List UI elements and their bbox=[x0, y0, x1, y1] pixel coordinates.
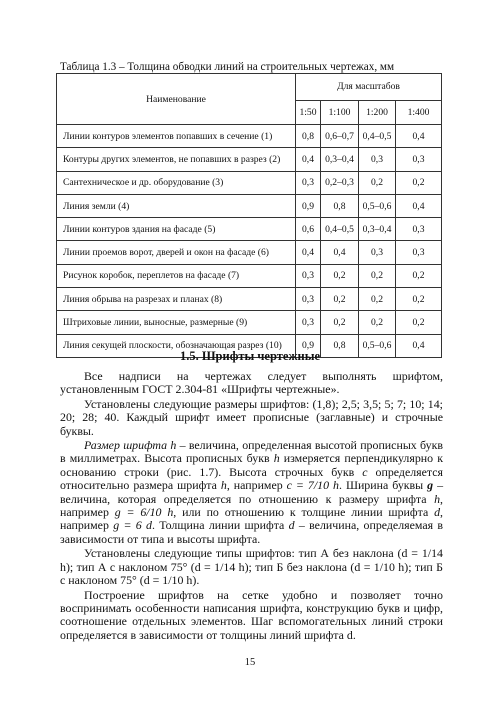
thickness-cell: 0,3 bbox=[296, 288, 321, 311]
table-row bbox=[57, 125, 442, 148]
line-type-cell: Линии контуров элементов попавших в сечение (1) bbox=[57, 125, 296, 148]
scale-header: 1:100 bbox=[321, 100, 359, 124]
line-type-cell: Контуры других элементов, не попавших в разрез (2) bbox=[57, 148, 296, 171]
thickness-cell: 0,2–0,3 bbox=[321, 171, 359, 194]
name-column-header: Наименование bbox=[57, 74, 296, 125]
thickness-cell: 0,2 bbox=[396, 311, 442, 334]
paragraph: Все надписи на чертежах следует выполнять шрифтом, установленным ГОСТ 2.304-81 «Шрифты чертежные». bbox=[60, 369, 443, 397]
line-type-cell: Штриховые линии, выносные, размерные (9) bbox=[57, 311, 296, 334]
table-row bbox=[57, 171, 442, 194]
page-number: 15 bbox=[244, 657, 256, 668]
thickness-cell: 0,3 bbox=[296, 264, 321, 287]
thickness-cell: 0,2 bbox=[321, 311, 359, 334]
table-caption: Таблица 1.3 – Толщина обводки линий на строительных чертежах, мм bbox=[60, 61, 395, 73]
table-row bbox=[57, 241, 442, 264]
scale-header: 1:200 bbox=[359, 100, 396, 124]
thickness-cell: 0,3 bbox=[359, 241, 396, 264]
thickness-cell: 0,9 bbox=[296, 194, 321, 217]
table-row bbox=[57, 311, 442, 334]
thickness-cell: 0,3–0,4 bbox=[359, 218, 396, 241]
line-type-cell: Линия секущей плоскости, обозначающая разрез (10) bbox=[57, 334, 296, 357]
table-row bbox=[57, 288, 442, 311]
scales-group-header: Для масштабов bbox=[296, 74, 442, 101]
table-row bbox=[57, 194, 442, 217]
thickness-cell: 0,3–0,4 bbox=[321, 148, 359, 171]
thickness-cell: 0,2 bbox=[321, 288, 359, 311]
thickness-cell: 0,3 bbox=[396, 241, 442, 264]
line-type-cell: Линия земли (4) bbox=[57, 194, 296, 217]
thickness-cell: 0,4 bbox=[321, 241, 359, 264]
thickness-cell: 0,3 bbox=[359, 148, 396, 171]
thickness-cell: 0,9 bbox=[296, 334, 321, 357]
thickness-cell: 0,4 bbox=[396, 125, 442, 148]
thickness-cell: 0,4 bbox=[296, 148, 321, 171]
line-type-cell: Линии контуров здания на фасаде (5) bbox=[57, 218, 296, 241]
thickness-cell: 0,2 bbox=[396, 288, 442, 311]
thickness-cell: 0,2 bbox=[321, 264, 359, 287]
line-thickness-table bbox=[56, 73, 442, 358]
thickness-cell: 0,4 bbox=[296, 241, 321, 264]
line-type-cell: Рисунок коробок, переплетов на фасаде (7) bbox=[57, 264, 296, 287]
thickness-cell: 0,3 bbox=[296, 311, 321, 334]
thickness-cell: 0,2 bbox=[396, 264, 442, 287]
scale-header: 1:50 bbox=[296, 100, 321, 124]
table-body bbox=[57, 125, 442, 358]
thickness-cell: 0,3 bbox=[396, 218, 442, 241]
thickness-cell: 0,5–0,6 bbox=[359, 334, 396, 357]
table-row bbox=[57, 264, 442, 287]
thickness-cell: 0,2 bbox=[396, 171, 442, 194]
thickness-cell: 0,8 bbox=[321, 194, 359, 217]
table-row bbox=[57, 218, 442, 241]
thickness-cell: 0,6–0,7 bbox=[321, 125, 359, 148]
line-type-cell: Линия обрыва на разрезах и планах (8) bbox=[57, 288, 296, 311]
thickness-cell: 0,4–0,5 bbox=[321, 218, 359, 241]
thickness-cell: 0,4–0,5 bbox=[359, 125, 396, 148]
thickness-cell: 0,3 bbox=[296, 171, 321, 194]
thickness-cell: 0,4 bbox=[396, 334, 442, 357]
thickness-cell: 0,8 bbox=[321, 334, 359, 357]
paragraph: Установлены следующие типы шрифтов: тип А без наклона (d = 1/14 h); тип А с наклоном 75° (d = 1/14 h); тип Б без наклона (d = 1/10 h); тип Б с наклоном 75° (d = 1/10 h). bbox=[60, 546, 443, 588]
thickness-cell: 0,4 bbox=[396, 194, 442, 217]
thickness-cell: 0,8 bbox=[296, 125, 321, 148]
paragraph: Размер шрифта h – величина, определенная высотой прописных букв в миллиметрах. Высота прописных букв h измеряется перпендикулярно к основанию строки (рис. 1.7). Высота строчных букв c определяется относительно размера шрифта h, например c = 7/10 h. Ширина буквы g – величина, которая определяется по отношению к размеру шрифта h, например g = 6/10 h, или по отношению к толщине линии шрифта d, например g = 6 d. Толщина линии шрифта d – величина, определяемая в зависимости от типа и высоты шрифта. bbox=[60, 438, 444, 546]
thickness-cell: 0,2 bbox=[359, 288, 396, 311]
thickness-cell: 0,3 bbox=[396, 148, 442, 171]
scale-header: 1:400 bbox=[396, 100, 442, 124]
paragraph: Установлены следующие размеры шрифтов: (1,8); 2,5; 3,5; 5; 7; 10; 14; 20; 28; 40. Каждый шрифт имеет прописные (заглавные) и строчные буквы. bbox=[60, 396, 443, 438]
paragraph: Построение шрифтов на сетке удобно и позволяет точно воспринимать особенности написания шрифта, конструкцию букв и цифр, соотношение отдельных элементов. Шаг вспомогательных линий строки определяется в зависимости от толщины линий шрифта d. bbox=[60, 587, 443, 642]
line-type-cell: Линии проемов ворот, дверей и окон на фасаде (6) bbox=[57, 241, 296, 264]
line-type-cell: Сантехническое и др. оборудование (3) bbox=[57, 171, 296, 194]
thickness-cell: 0,2 bbox=[359, 311, 396, 334]
thickness-cell: 0,2 bbox=[359, 264, 396, 287]
body-text bbox=[60, 370, 443, 642]
table-row bbox=[57, 148, 442, 171]
thickness-cell: 0,5–0,6 bbox=[359, 194, 396, 217]
thickness-cell: 0,6 bbox=[296, 218, 321, 241]
thickness-cell: 0,2 bbox=[359, 171, 396, 194]
section-heading: 1.5. Шрифты чертежные bbox=[179, 349, 321, 363]
